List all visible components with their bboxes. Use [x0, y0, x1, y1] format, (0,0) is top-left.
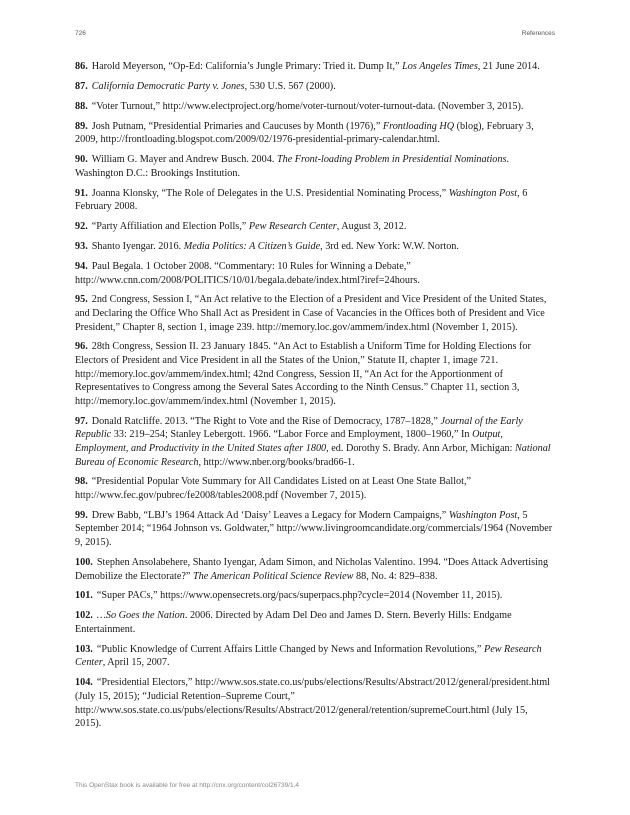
reference-number: 104. [75, 677, 93, 689]
reference-item [75, 609, 555, 636]
reference-number: 96. [75, 341, 88, 353]
reference-text: , 21 June 2014. [477, 61, 540, 72]
reference-item [75, 120, 555, 147]
reference-number: 92. [75, 221, 88, 233]
reference-number: 97. [75, 415, 88, 427]
reference-text: Paul Begala. 1 October 2008. “Commentary: 10 Rules for Winning a Debate,” http://www.cnn.com/2008/POLITICS/10/01/begala.debate/index.html?iref=24hours. [75, 260, 420, 286]
reference-text: Josh Putnam, “Presidential Primaries and Caucuses by Month (1976),” [91, 120, 383, 132]
reference-title-italic: Output, Employment, and Productivity in the United States after 1800 [75, 429, 503, 454]
reference-text: , 6 February 2008. [75, 187, 528, 213]
reference-text: 88, No. 4: 829–838. [353, 570, 438, 582]
reference-text: Harold Meyerson, “Op-Ed: California’s Jungle Primary: Tried it. Dump It,” [91, 61, 403, 72]
reference-number: 99. [75, 509, 88, 521]
reference-title-italic: Frontloading HQ [382, 120, 455, 132]
reference-title-italic: Media Politics: A Citizen’s Guide [183, 241, 321, 253]
reference-number: 103. [75, 643, 93, 655]
reference-number: 89. [75, 120, 88, 132]
reference-text: , ed. Dorothy S. Brady. Ann Arbor, Michigan: [326, 442, 515, 454]
reference-text: “Super PACs,” https://www.opensecrets.org/pacs/superpacs.php?cycle=2014 (November 11, 2015). [96, 590, 503, 602]
reference-text: “Voter Turnout,” http://www.electproject.org/home/voter-turnout/voter-turnout-data. (November 3, 2015). [91, 100, 524, 112]
reference-title-italic: National Bureau of Economic Research [75, 442, 551, 468]
reference-title-italic: Pew Research Center [248, 221, 337, 233]
reference-item [75, 475, 555, 502]
reference-item [75, 556, 555, 583]
reference-item [75, 643, 555, 670]
reference-number: 101. [75, 590, 93, 602]
reference-number: 88. [75, 100, 88, 112]
reference-item [75, 60, 555, 74]
reference-number: 100. [75, 556, 93, 568]
reference-item [75, 340, 555, 408]
reference-number: 87. [75, 80, 88, 92]
reference-text: Drew Babb, “LBJ’s 1964 Attack Ad ‘Daisy’ Leaves a Legacy for Modern Campaigns,” [91, 509, 449, 521]
reference-title-italic: Journal of the Early Republic [75, 415, 523, 441]
reference-number: 90. [75, 154, 88, 166]
reference-text: 28th Congress, Session II. 23 January 1845. “An Act to Establish a Uniform Time for Holding Elections for Electors of President and Vice President in all the States of the Union,” Statute II, chapter 1, image 721. http://memory.loc.gov/ammem/index.html; 42nd Congress, Session II, “An Act for the Apportionment of Representatives to Congress among the Several Sates According to the Ninth Census.” Chapter 11, section 3, http://memory.loc.gov/ammem/index.html (November 1, 2015). [75, 341, 531, 407]
reference-number: 95. [75, 294, 88, 306]
reference-number: 93. [75, 241, 88, 253]
reference-text: “Presidential Electors,” http://www.sos.state.co.us/pubs/elections/Results/Abstract/2012/general/president.html (July 15, 2015); “Judicial Retention–Supreme Court,” http://www.sos.state.co.us/pubs/elections/Results/Abstract/2012/general/retention/supremeCourt.html (July 15, 2015). [75, 677, 550, 730]
reference-number: 98. [75, 476, 88, 488]
reference-number: 86. [75, 61, 88, 72]
reference-text: “Public Knowledge of Current Affairs Little Changed by News and Information Revolutions,” [96, 643, 484, 655]
page-header [75, 30, 555, 42]
reference-text: , 530 U.S. 567 (2000). [244, 80, 336, 92]
reference-list [75, 60, 555, 737]
reference-number: 94. [75, 260, 88, 272]
reference-text: , 5 September 2014; “1964 Johnson vs. Goldwater,” http://www.livingroomcandidate.org/commercials/1964 (November 9, 2015). [75, 509, 553, 549]
reference-item [75, 240, 555, 254]
reference-text: William G. Mayer and Andrew Busch. 2004. [91, 154, 277, 166]
reference-title-italic: California Democratic Party v. Jones [91, 80, 245, 92]
reference-item [75, 415, 555, 469]
reference-item [75, 260, 555, 287]
reference-item [75, 293, 555, 334]
reference-title-italic: The Front-loading Problem in Presidential Nominations [276, 154, 507, 166]
reference-item [75, 509, 555, 550]
reference-item [75, 80, 555, 94]
reference-text: Donald Ratcliffe. 2013. “The Right to Vote and the Rise of Democracy, 1787–1828,” [91, 415, 441, 427]
reference-text: , April 15, 2007. [102, 657, 170, 669]
reference-title-italic: Pew Research Center [75, 643, 542, 669]
reference-text: 33: 219–254; Stanley Lebergott. 1966. “Labor Force and Employment, 1800–1960,” In [111, 429, 473, 441]
reference-item [75, 100, 555, 114]
reference-text: . Washington D.C.: Brookings Institution. [75, 154, 509, 179]
reference-title-italic: …So Goes the Nation [96, 610, 185, 622]
page-number: 726 [75, 30, 86, 37]
reference-text: “Presidential Popular Vote Summary for All Candidates Listed on at Least One State Ballot,” http://www.fec.gov/pubrec/fe2008/tables2008.pdf (November 7, 2015). [75, 476, 472, 501]
reference-text: . 2006. Directed by Adam Del Deo and James D. Stern. Beverly Hills: Endgame Entertainment. [75, 610, 512, 635]
reference-text: , August 3, 2012. [336, 221, 407, 233]
reference-text: Shanto Iyengar. 2016. [91, 241, 184, 253]
reference-item [75, 589, 555, 603]
reference-item [75, 676, 555, 730]
reference-number: 102. [75, 610, 93, 622]
reference-text: (blog), February 3, 2009, http://frontloading.blogspot.com/2009/02/1976-presidential-primary-calendar.html. [75, 120, 534, 146]
reference-title-italic: Washington Post [448, 509, 518, 521]
reference-text: 2nd Congress, Session I, “An Act relative to the Election of a President and Vice President of the United States, and Declaring the Office Who Shall Act as President in Case of Vacancies in the Offices both of President and Vice President,” Chapter 8, section 1, image 239. http://memory.loc.gov/ammem/index.html (November 1, 2015). [75, 294, 547, 333]
reference-title-italic: Los Angeles Times [402, 61, 478, 72]
reference-number: 91. [75, 187, 88, 199]
reference-title-italic: The American Political Science Review [192, 570, 354, 582]
reference-text: Stephen Ansolabehere, Shanto Iyengar, Adam Simon, and Nicholas Valentino. 1994. “Does Attack Advertising Demobilize the Electorate?” [75, 556, 549, 582]
reference-item [75, 153, 555, 180]
reference-title-italic: Washington Post [448, 187, 518, 199]
reference-item [75, 187, 555, 214]
page-footer: This OpenStax book is available for free at http://cnx.org/content/col26739/1.4 [75, 782, 300, 789]
reference-text: , 3rd ed. New York: W.W. Norton. [320, 241, 459, 253]
section-title: References [521, 30, 555, 37]
reference-item [75, 220, 555, 234]
reference-text: “Party Affiliation and Election Polls,” [91, 221, 249, 233]
reference-text: Joanna Klonsky, “The Role of Delegates in the U.S. Presidential Nominating Process,” [91, 187, 449, 199]
reference-text: , http://www.nber.org/books/brad66-1. [198, 456, 355, 468]
